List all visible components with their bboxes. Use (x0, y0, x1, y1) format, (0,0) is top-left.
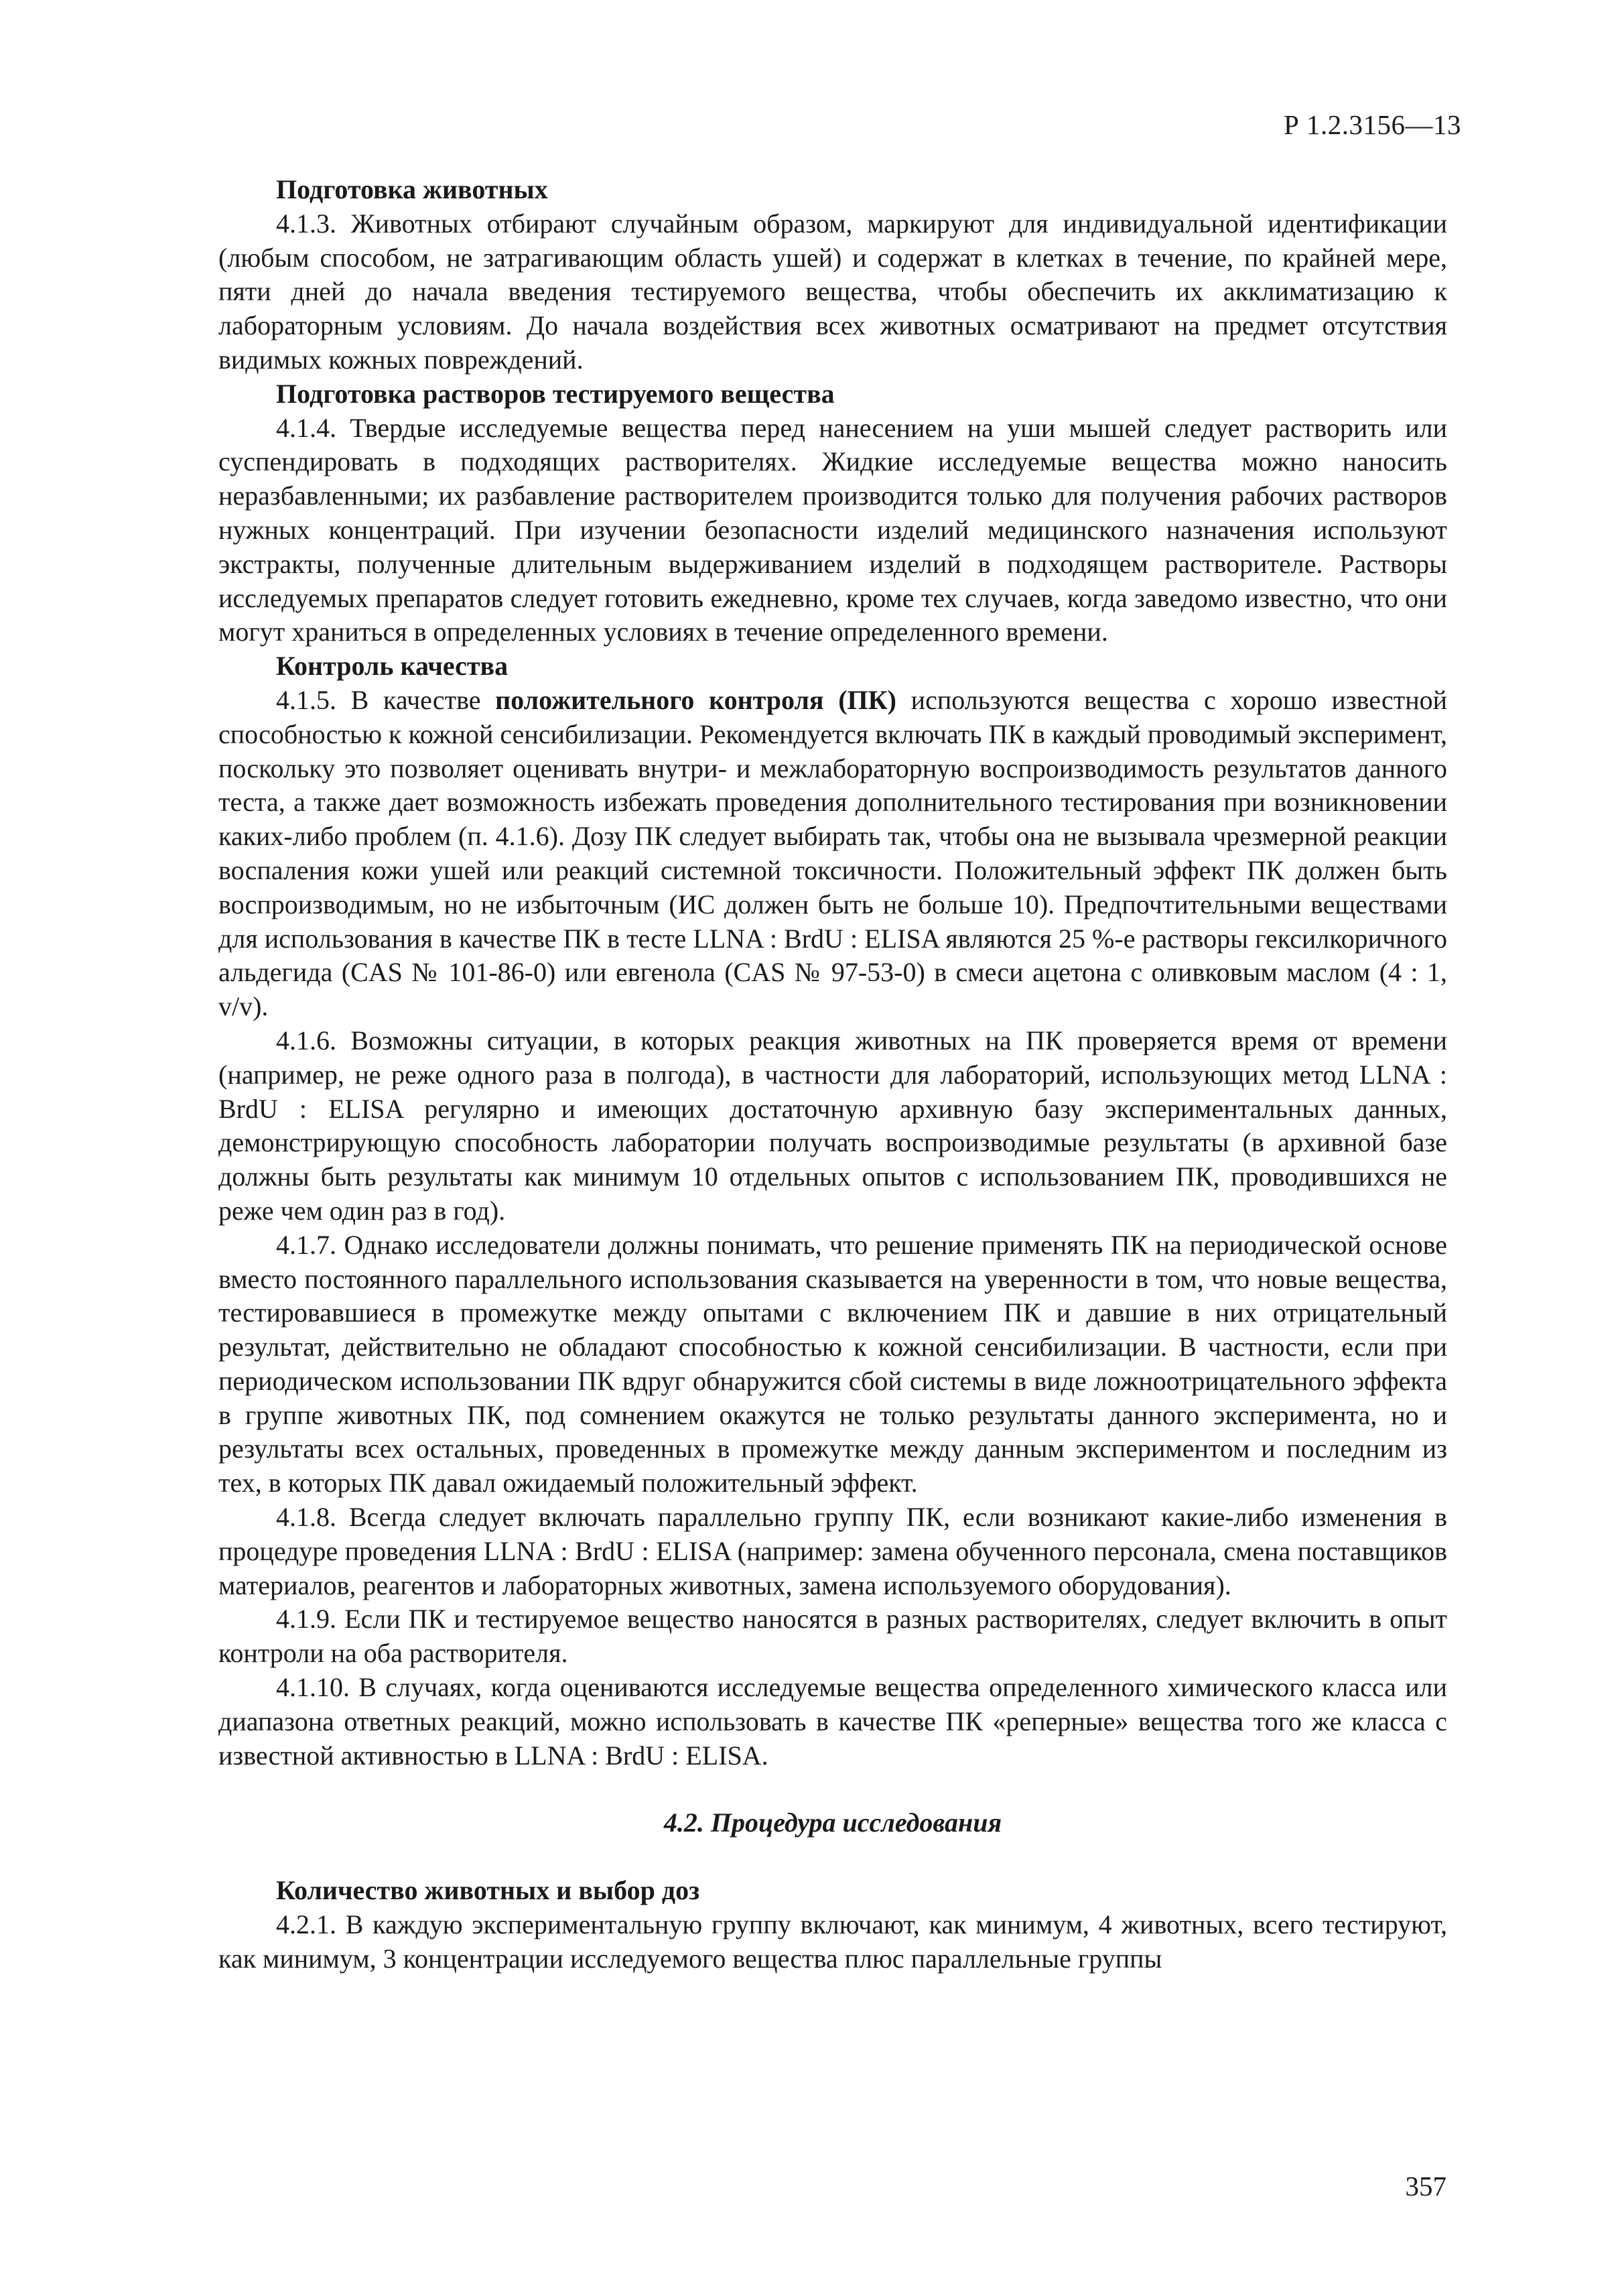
paragraph-4-1-5 (218, 684, 1447, 1024)
paragraph-4-1-7: 4.1.7. Однако исследователи должны понимать, что решение применять ПК на периодической основе вместо постоянного параллельного использования сказывается на уверенности в том, что новые вещества, тестировавшиеся в промежутке между опытами с включением ПК и давшие в них отрицательный результат, действительно не обладают способностью к кожной сенсибилизации. В частности, если при периодическом использовании ПК вдруг обнаружится сбой системы в виде ложноотрицательного эффекта в группе животных ПК, под сомнением окажутся не только результаты данного эксперимента, но и результаты всех остальных, проведенных в промежутке между данным экспериментом и последним из тех, в которых ПК давал ожидаемый положительный эффект. (218, 1229, 1447, 1498)
paragraph-4-1-8: 4.1.8. Всегда следует включать параллельно группу ПК, если возникают какие-либо изменения в процедуре проведения LLNA : BrdU : ELISA (например: замена обученного персонала, смена поставщиков материалов, реагентов и лабораторных животных, замена используемого оборудования). (218, 1502, 1447, 1600)
paragraph-4-1-6: 4.1.6. Возможны ситуации, в которых реакция животных на ПК проверяется время от времени (например, не реже одного раза в полгода), в частности для лабораторий, использующих метод LLNA : BrdU : ELISA регулярно и имеющих достаточную архивную базу экспериментальных данных, демонстрирующую способность лаборатории получать воспроизводимые результаты (в архивной базе должны быть результаты как минимум 10 отдельных опытов с использованием ПК, проводившихся не реже чем один раз в год). (218, 1025, 1447, 1226)
section-heading-solution-preparation: Подготовка растворов тестируемого вещества (276, 378, 835, 409)
page-number: 357 (1405, 2171, 1446, 2202)
paragraph-4-1-4: 4.1.4. Твердые исследуемые вещества перед нанесением на уши мышей следует растворить или суспендировать в подходящих растворителях. Жидкие исследуемые вещества можно наносить неразбавленными; их разбавление растворителем производится только для получения рабочих растворов нужных концентраций. При изучении безопасности изделий медицинского назначения используют экстракты, полученные длительным выдерживанием изделий в подходящем растворителе. Растворы исследуемых препаратов следует готовить ежедневно, кроме тех случаев, когда заведомо известно, что они могут храниться в определенных условиях в течение определенного времени. (218, 412, 1447, 647)
paragraph-4-1-5-pre: 4.1.5. В качестве (276, 684, 496, 715)
section-title-4-2: 4.2. Процедура исследования (663, 1807, 1002, 1838)
section-heading-animals-and-doses: Количество животных и выбор доз (276, 1875, 700, 1906)
paragraph-4-1-5-bold-term: положительного контроля (ПК) (495, 684, 896, 715)
document-body (218, 173, 1447, 1976)
paragraph-4-1-9: 4.1.9. Если ПК и тестируемое вещество наносятся в разных растворителях, следует включить в опыт контроли на оба растворителя. (218, 1604, 1447, 1669)
paragraph-4-1-3: 4.1.3. Животных отбирают случайным образом, маркируют для индивидуальной идентификации (любым способом, не затрагивающим область ушей) и содержат в клетках в течение, по крайней мере, пяти дней до начала введения тестируемого вещества, чтобы обеспечить их акклиматизацию к лабораторным условиям. До начала воздействия всех животных осматривают на предмет отсутствия видимых кожных повреждений. (218, 208, 1447, 375)
section-heading-animal-preparation: Подготовка животных (276, 174, 548, 204)
document-code: Р 1.2.3156—13 (1283, 109, 1461, 140)
paragraph-4-1-10: 4.1.10. В случаях, когда оцениваются исследуемые вещества определенного химического класса или диапазона ответных реакций, можно использовать в качестве ПК «реперные» вещества того же класса с известной активностью в LLNA : BrdU : ELISA. (218, 1672, 1447, 1771)
paragraph-4-1-5-post: используются вещества с хорошо известной способностью к кожной сенсибилизации. Рекомендуется включать ПК в каждый проводимый эксперимент, поскольку это позволяет оценивать внутри- и межлабораторную воспроизводимость результатов данного теста, а также дает возможность избежать проведения дополнительного тестирования при возникновении каких-либо проблем (п. 4.1.6). Дозу ПК следует выбирать так, чтобы она не вызывала чрезмерной реакции воспаления кожи ушей или реакций системной токсичности. Положительный эффект ПК должен быть воспроизводимым, но не избыточным (ИС должен быть не больше 10). Предпочтительными веществами для использования в качестве ПК в тесте LLNA : BrdU : ELISA являются 25 %-е растворы гексилкоричного альдегида (CAS № 101-86-0) или евгенола (CAS № 97-53-0) в смеси ацетона с оливковым маслом (4 : 1, v/v). (218, 684, 1447, 1022)
paragraph-4-2-1: 4.2.1. В каждую экспериментальную группу включают, как минимум, 4 животных, всего тестируют, как минимум, 3 концентрации исследуемого вещества плюс параллельные группы (218, 1909, 1447, 1974)
section-heading-quality-control: Контроль качества (276, 651, 509, 682)
